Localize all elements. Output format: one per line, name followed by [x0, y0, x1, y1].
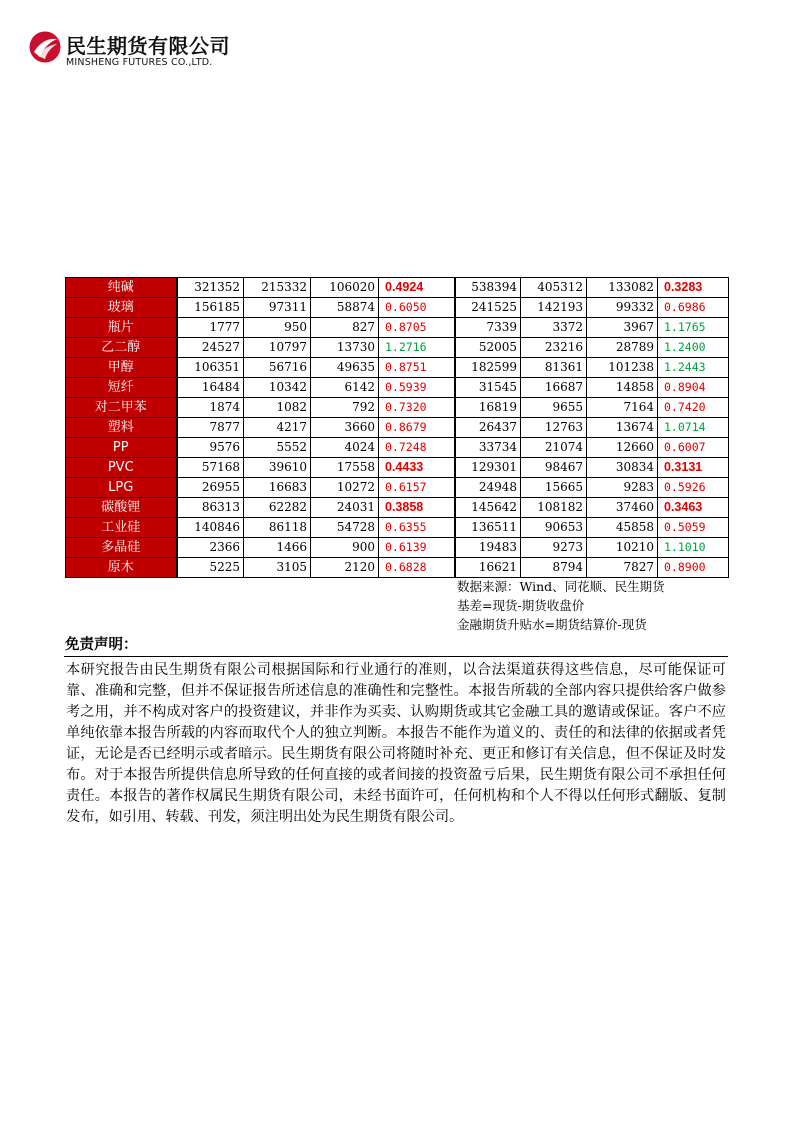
value-cell: 24527: [177, 338, 244, 358]
value-cell: 16484: [177, 378, 244, 398]
logo-emblem-icon: [28, 30, 62, 64]
row-name-cell: 多晶硅: [66, 538, 177, 558]
value-cell: 1082: [244, 398, 311, 418]
value-cell: 106020: [311, 278, 379, 298]
value-cell: 5552: [244, 438, 311, 458]
value-cell: 3105: [244, 558, 311, 578]
table-row: [66, 518, 729, 538]
value-cell: 19483: [455, 538, 521, 558]
table-row: [66, 458, 729, 478]
value-cell: 86313: [177, 498, 244, 518]
ratio-cell: 0.6007: [658, 438, 729, 458]
value-cell: 14858: [587, 378, 658, 398]
disclaimer-title: 免责声明：: [65, 637, 138, 653]
table-row: [66, 498, 729, 518]
value-cell: 9273: [521, 538, 587, 558]
value-cell: 5225: [177, 558, 244, 578]
value-cell: 900: [311, 538, 379, 558]
value-cell: 136511: [455, 518, 521, 538]
value-cell: 3967: [587, 318, 658, 338]
row-name-cell: 塑料: [66, 418, 177, 438]
row-name-cell: 纯碱: [66, 278, 177, 298]
value-cell: 7339: [455, 318, 521, 338]
value-cell: 16687: [521, 378, 587, 398]
value-cell: 81361: [521, 358, 587, 378]
ratio-cell: 0.6050: [379, 298, 455, 318]
premium-note: 金融期货升贴水=期货结算价-现货: [457, 617, 647, 632]
ratio-cell: 1.0714: [658, 418, 729, 438]
value-cell: 24031: [311, 498, 379, 518]
ratio-cell: 1.2716: [379, 338, 455, 358]
value-cell: 215332: [244, 278, 311, 298]
row-name-cell: 对二甲苯: [66, 398, 177, 418]
value-cell: 33734: [455, 438, 521, 458]
ratio-cell: 0.8705: [379, 318, 455, 338]
row-name-cell: 碳酸锂: [66, 498, 177, 518]
value-cell: 54728: [311, 518, 379, 538]
value-cell: 10272: [311, 478, 379, 498]
ratio-cell: 1.1765: [658, 318, 729, 338]
table-row: [66, 398, 729, 418]
basis-note: 基差=现货-期货收盘价: [457, 598, 585, 613]
ratio-cell: 0.3858: [379, 498, 455, 518]
value-cell: 23216: [521, 338, 587, 358]
ratio-cell: 0.8751: [379, 358, 455, 378]
table-row: [66, 278, 729, 298]
value-cell: 4024: [311, 438, 379, 458]
value-cell: 8794: [521, 558, 587, 578]
value-cell: 26955: [177, 478, 244, 498]
table-row: [66, 418, 729, 438]
ratio-cell: 0.6355: [379, 518, 455, 538]
row-name-cell: 玻璃: [66, 298, 177, 318]
value-cell: 99332: [587, 298, 658, 318]
value-cell: 12763: [521, 418, 587, 438]
row-name-cell: 短纤: [66, 378, 177, 398]
ratio-cell: 0.5059: [658, 518, 729, 538]
ratio-cell: 0.7248: [379, 438, 455, 458]
ratio-cell: 0.8679: [379, 418, 455, 438]
value-cell: 7827: [587, 558, 658, 578]
row-name-cell: LPG: [66, 478, 177, 498]
table-row: [66, 438, 729, 458]
row-name-cell: PVC: [66, 458, 177, 478]
value-cell: 2366: [177, 538, 244, 558]
value-cell: 792: [311, 398, 379, 418]
value-cell: 2120: [311, 558, 379, 578]
ratio-cell: 0.8904: [658, 378, 729, 398]
value-cell: 30834: [587, 458, 658, 478]
value-cell: 145642: [455, 498, 521, 518]
ratio-cell: 0.4924: [379, 278, 455, 298]
table-notes: [457, 577, 665, 634]
value-cell: 12660: [587, 438, 658, 458]
source-note: 数据来源：Wind、同花顺、民生期货: [457, 579, 665, 594]
ratio-cell: 0.4433: [379, 458, 455, 478]
value-cell: 57168: [177, 458, 244, 478]
value-cell: 13674: [587, 418, 658, 438]
value-cell: 142193: [521, 298, 587, 318]
value-cell: 90653: [521, 518, 587, 538]
value-cell: 1777: [177, 318, 244, 338]
company-logo: [28, 28, 258, 72]
value-cell: 97311: [244, 298, 311, 318]
value-cell: 9655: [521, 398, 587, 418]
value-cell: 7877: [177, 418, 244, 438]
value-cell: 58874: [311, 298, 379, 318]
value-cell: 321352: [177, 278, 244, 298]
ratio-cell: 1.2443: [658, 358, 729, 378]
table-row: [66, 338, 729, 358]
value-cell: 3372: [521, 318, 587, 338]
value-cell: 86118: [244, 518, 311, 538]
ratio-cell: 0.3131: [658, 458, 729, 478]
value-cell: 1874: [177, 398, 244, 418]
row-name-cell: 甲醇: [66, 358, 177, 378]
row-name-cell: PP: [66, 438, 177, 458]
value-cell: 156185: [177, 298, 244, 318]
ratio-cell: 1.1010: [658, 538, 729, 558]
value-cell: 106351: [177, 358, 244, 378]
value-cell: 950: [244, 318, 311, 338]
table-row: [66, 358, 729, 378]
value-cell: 17558: [311, 458, 379, 478]
value-cell: 56716: [244, 358, 311, 378]
value-cell: 3660: [311, 418, 379, 438]
ratio-cell: 0.5926: [658, 478, 729, 498]
row-name-cell: 瓶片: [66, 318, 177, 338]
value-cell: 37460: [587, 498, 658, 518]
company-name-en: MINSHENG FUTURES CO.,LTD.: [66, 57, 213, 68]
ratio-cell: 0.3283: [658, 278, 729, 298]
value-cell: 15665: [521, 478, 587, 498]
value-cell: 13730: [311, 338, 379, 358]
table-row: [66, 558, 729, 578]
value-cell: 49635: [311, 358, 379, 378]
value-cell: 26437: [455, 418, 521, 438]
ratio-cell: 0.7320: [379, 398, 455, 418]
table-row: [66, 478, 729, 498]
table-row: [66, 318, 729, 338]
value-cell: 6142: [311, 378, 379, 398]
disclaimer-text: 本研究报告由民生期货有限公司根据国际和行业通行的准则，以合法渠道获得这些信息，尽可能保证可靠、准确和完整，但并不保证报告所述信息的准确性和完整性。本报告所载的全部内容只提供给客户做参考之用，并不构成对客户的投资建议，并非作为买卖、认购期货或其它金融工具的邀请或保证。客户不应单纯依靠本报告所载的内容而取代个人的独立判断。本报告不能作为道义的、责任的和法律的依据或者凭证，无论是否已经明示或者暗示。民生期货有限公司将随时补充、更正和修订有关信息，但不保证及时发布。对于本报告所提供信息所导致的任何直接的或者间接的投资盈亏后果，民生期货有限公司不承担任何责任。本报告的著作权属民生期货有限公司，未经书面许可，任何机构和个人不得以任何形式翻版、复制发布，如引用、转载、刊发，须注明出处为民生期货有限公司。: [66, 662, 726, 825]
value-cell: 182599: [455, 358, 521, 378]
ratio-cell: 0.6157: [379, 478, 455, 498]
value-cell: 28789: [587, 338, 658, 358]
value-cell: 827: [311, 318, 379, 338]
row-name-cell: 工业硅: [66, 518, 177, 538]
value-cell: 140846: [177, 518, 244, 538]
value-cell: 16683: [244, 478, 311, 498]
value-cell: 45858: [587, 518, 658, 538]
value-cell: 98467: [521, 458, 587, 478]
value-cell: 10210: [587, 538, 658, 558]
table-row: [66, 378, 729, 398]
value-cell: 101238: [587, 358, 658, 378]
ratio-cell: 0.6828: [379, 558, 455, 578]
row-name-cell: 乙二醇: [66, 338, 177, 358]
value-cell: 108182: [521, 498, 587, 518]
table-row: [66, 538, 729, 558]
ratio-cell: 0.7420: [658, 398, 729, 418]
ratio-cell: 0.8900: [658, 558, 729, 578]
value-cell: 24948: [455, 478, 521, 498]
value-cell: 133082: [587, 278, 658, 298]
table-row: [66, 298, 729, 318]
value-cell: 4217: [244, 418, 311, 438]
value-cell: 31545: [455, 378, 521, 398]
row-name-cell: 原木: [66, 558, 177, 578]
value-cell: 7164: [587, 398, 658, 418]
ratio-cell: 0.5939: [379, 378, 455, 398]
value-cell: 538394: [455, 278, 521, 298]
value-cell: 16621: [455, 558, 521, 578]
disclaimer-box: [64, 656, 728, 828]
ratio-cell: 0.3463: [658, 498, 729, 518]
value-cell: 62282: [244, 498, 311, 518]
value-cell: 1466: [244, 538, 311, 558]
company-name-cn: 民生期货有限公司: [66, 34, 230, 58]
value-cell: 16819: [455, 398, 521, 418]
value-cell: 9576: [177, 438, 244, 458]
value-cell: 10797: [244, 338, 311, 358]
value-cell: 10342: [244, 378, 311, 398]
ratio-cell: 0.6986: [658, 298, 729, 318]
value-cell: 9283: [587, 478, 658, 498]
ratio-cell: 0.6139: [379, 538, 455, 558]
value-cell: 405312: [521, 278, 587, 298]
value-cell: 39610: [244, 458, 311, 478]
ratio-cell: 1.2400: [658, 338, 729, 358]
value-cell: 129301: [455, 458, 521, 478]
value-cell: 21074: [521, 438, 587, 458]
value-cell: 241525: [455, 298, 521, 318]
value-cell: 52005: [455, 338, 521, 358]
inventory-table: [65, 277, 729, 578]
